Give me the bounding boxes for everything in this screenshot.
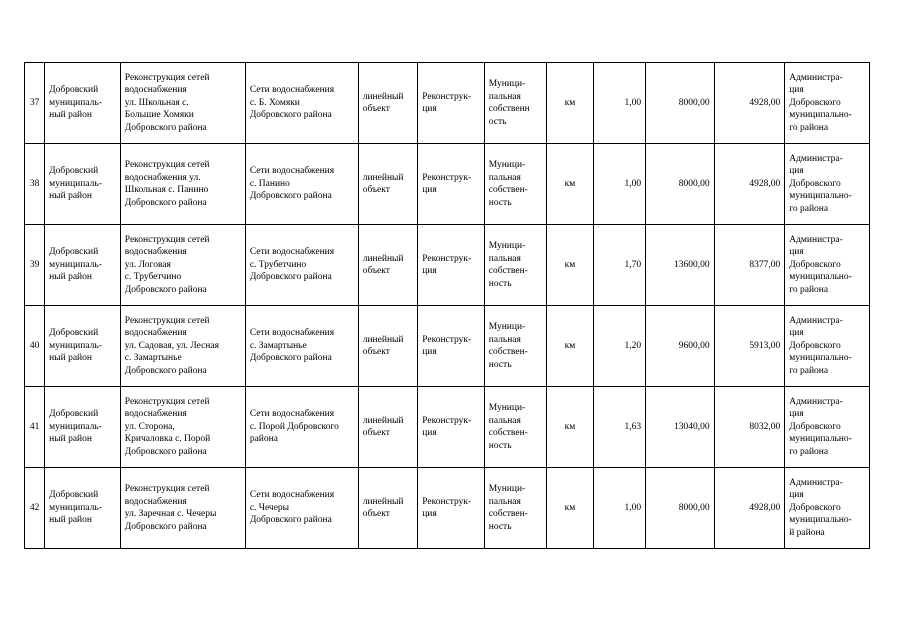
owner-cell: Администра- ция Добровского муниципально- й района	[785, 468, 870, 549]
district-cell: Добровский муниципаль- ный район	[45, 387, 121, 468]
work-type-cell: Реконструк- ция	[418, 387, 485, 468]
district-cell: Добровский муниципаль- ный район	[45, 63, 121, 144]
owner-cell: Администра- ция Добровского муниципально- го района	[785, 387, 870, 468]
table-row	[25, 306, 870, 387]
owner-cell: Администра- ция Добровского муниципально- го района	[785, 306, 870, 387]
unit-cell: км	[547, 225, 593, 306]
ownership-cell: Муници- пальная собственн ость	[484, 63, 547, 144]
district-cell: Добровский муниципаль- ный район	[45, 468, 121, 549]
district-cell: Добровский муниципаль- ный район	[45, 144, 121, 225]
object-cell: Сети водоснабжения с. Трубетчино Добровского района	[245, 225, 358, 306]
object-cell: Сети водоснабжения с. Замартынье Добровского района	[245, 306, 358, 387]
work-type-cell: Реконструк- ция	[418, 225, 485, 306]
length-cell: 1,00	[593, 144, 645, 225]
cost-total-cell: 13040,00	[646, 387, 715, 468]
table-row	[25, 225, 870, 306]
object-type-cell: линейный объект	[358, 63, 417, 144]
description-cell: Реконструкция сетей водоснабжения ул. Сторона, Кричаловка с. Порой Добровского района	[120, 387, 245, 468]
length-cell: 1,00	[593, 468, 645, 549]
owner-cell: Администра- ция Добровского муниципально- го района	[785, 225, 870, 306]
row-number: 41	[25, 387, 45, 468]
description-cell: Реконструкция сетей водоснабжения ул. Школьная с. Большие Хомяки Добровского района	[120, 63, 245, 144]
object-cell: Сети водоснабжения с. Чечеры Добровского района	[245, 468, 358, 549]
length-cell: 1,00	[593, 63, 645, 144]
work-type-cell: Реконструк- ция	[418, 144, 485, 225]
ownership-cell: Муници- пальная собствен- ность	[484, 144, 547, 225]
ownership-cell: Муници- пальная собствен- ность	[484, 306, 547, 387]
object-type-cell: линейный объект	[358, 468, 417, 549]
owner-cell: Администра- ция Добровского муниципально- го района	[785, 63, 870, 144]
cost-total-cell: 13600,00	[646, 225, 715, 306]
row-number: 42	[25, 468, 45, 549]
cost-part-cell: 5913,00	[714, 306, 785, 387]
ownership-cell: Муници- пальная собствен- ность	[484, 225, 547, 306]
table-row	[25, 63, 870, 144]
object-cell: Сети водоснабжения с. Б. Хомяки Добровского района	[245, 63, 358, 144]
projects-table	[24, 62, 870, 549]
unit-cell: км	[547, 468, 593, 549]
object-type-cell: линейный объект	[358, 225, 417, 306]
cost-total-cell: 8000,00	[646, 144, 715, 225]
description-cell: Реконструкция сетей водоснабжения ул. Заречная с. Чечеры Добровского района	[120, 468, 245, 549]
length-cell: 1,20	[593, 306, 645, 387]
work-type-cell: Реконструк- ция	[418, 468, 485, 549]
work-type-cell: Реконструк- ция	[418, 63, 485, 144]
row-number: 39	[25, 225, 45, 306]
object-type-cell: линейный объект	[358, 306, 417, 387]
cost-part-cell: 8377,00	[714, 225, 785, 306]
row-number: 37	[25, 63, 45, 144]
work-type-cell: Реконструк- ция	[418, 306, 485, 387]
ownership-cell: Муници- пальная собствен- ность	[484, 468, 547, 549]
object-type-cell: линейный объект	[358, 144, 417, 225]
district-cell: Добровский муниципаль- ный район	[45, 225, 121, 306]
cost-part-cell: 8032,00	[714, 387, 785, 468]
owner-cell: Администра- ция Добровского муниципально- го района	[785, 144, 870, 225]
cost-part-cell: 4928,00	[714, 144, 785, 225]
unit-cell: км	[547, 306, 593, 387]
cost-part-cell: 4928,00	[714, 468, 785, 549]
ownership-cell: Муници- пальная собствен- ность	[484, 387, 547, 468]
description-cell: Реконструкция сетей водоснабжения ул. Логовая с. Трубетчино Добровского района	[120, 225, 245, 306]
length-cell: 1,70	[593, 225, 645, 306]
cost-total-cell: 8000,00	[646, 468, 715, 549]
length-cell: 1,63	[593, 387, 645, 468]
row-number: 38	[25, 144, 45, 225]
object-cell: Сети водоснабжения с. Порой Добровского района	[245, 387, 358, 468]
table-row	[25, 144, 870, 225]
cost-total-cell: 9600,00	[646, 306, 715, 387]
description-cell: Реконструкция сетей водоснабжения ул. Садовая, ул. Лесная с. Замартынье Добровского района	[120, 306, 245, 387]
district-cell: Добровский муниципаль- ный район	[45, 306, 121, 387]
cost-total-cell: 8000,00	[646, 63, 715, 144]
description-cell: Реконструкция сетей водоснабжения ул. Школьная с. Панино Добровского района	[120, 144, 245, 225]
object-type-cell: линейный объект	[358, 387, 417, 468]
row-number: 40	[25, 306, 45, 387]
unit-cell: км	[547, 387, 593, 468]
unit-cell: км	[547, 144, 593, 225]
table-row	[25, 387, 870, 468]
cost-part-cell: 4928,00	[714, 63, 785, 144]
object-cell: Сети водоснабжения с. Панино Добровского района	[245, 144, 358, 225]
unit-cell: км	[547, 63, 593, 144]
table-body	[25, 63, 870, 549]
table-row	[25, 468, 870, 549]
